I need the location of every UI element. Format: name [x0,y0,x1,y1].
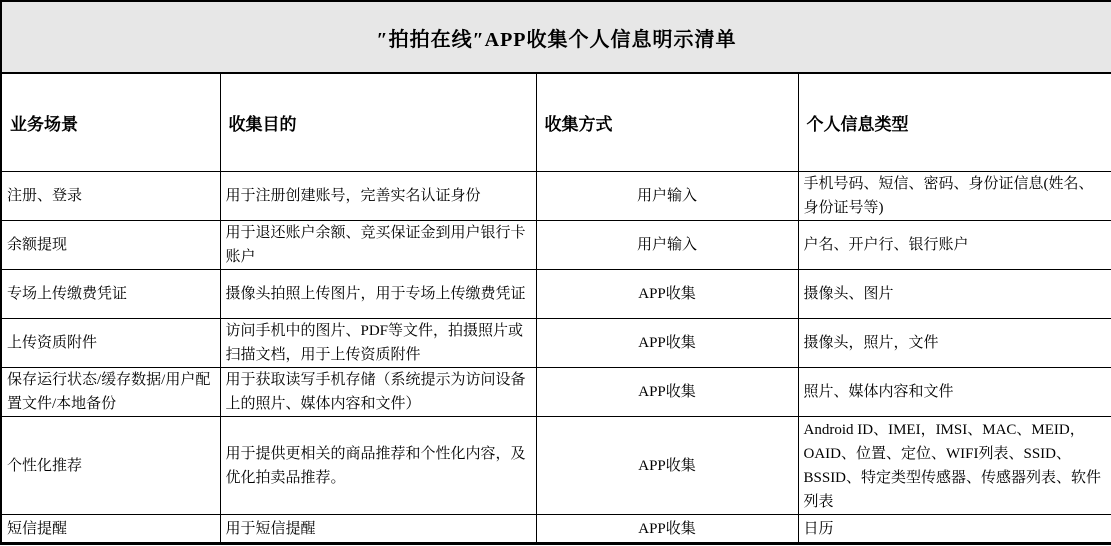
cell-purpose: 用于短信提醒 [220,515,536,544]
cell-purpose: 用于提供更相关的商品推荐和个性化内容，及优化拍卖品推荐。 [220,417,536,515]
table-row-upload-qualification [1,319,1111,368]
cell-types: 摄像头、图片 [798,270,1111,319]
title-row [1,1,1111,73]
cell-scene: 注册、登录 [1,172,220,221]
cell-purpose: 用于获取读写手机存储（系统提示为访问设备上的照片、媒体内容和文件） [220,368,536,417]
table-title: ″拍拍在线″APP收集个人信息明示清单 [1,1,1111,73]
table-row-upload-payment-voucher [1,270,1111,319]
cell-scene: 上传资质附件 [1,319,220,368]
cell-types: 日历 [798,515,1111,544]
cell-scene: 专场上传缴费凭证 [1,270,220,319]
cell-method: APP收集 [536,515,798,544]
cell-types: 摄像头，照片，文件 [798,319,1111,368]
cell-method: APP收集 [536,319,798,368]
column-header-collection-purpose: 收集目的 [220,73,536,172]
cell-method: APP收集 [536,270,798,319]
cell-method: 用户输入 [536,221,798,270]
cell-purpose: 用于注册创建账号，完善实名认证身份 [220,172,536,221]
table-row-register-login [1,172,1111,221]
cell-method: 用户输入 [536,172,798,221]
table-row-sms-reminder [1,515,1111,544]
column-header-business-scene: 业务场景 [1,73,220,172]
cell-scene: 个性化推荐 [1,417,220,515]
column-header-info-type: 个人信息类型 [798,73,1111,172]
cell-types: 照片、媒体内容和文件 [798,368,1111,417]
cell-scene: 余额提现 [1,221,220,270]
cell-scene: 保存运行状态/缓存数据/用户配置文件/本地备份 [1,368,220,417]
cell-purpose: 用于退还账户余额、竞买保证金到用户银行卡账户 [220,221,536,270]
table-row-balance-withdraw [1,221,1111,270]
table-row-personalized-recommendation [1,417,1111,515]
cell-types: Android ID、IMEI，IMSI、MAC、MEID， OAID、位置、定位、WIFI列表、SSID、BSSID、特定类型传感器、传感器列表、软件列表 [798,417,1111,515]
cell-purpose: 访问手机中的图片、PDF等文件，拍摄照片或扫描文档，用于上传资质附件 [220,319,536,368]
cell-purpose: 摄像头拍照上传图片，用于专场上传缴费凭证 [220,270,536,319]
cell-method: APP收集 [536,417,798,515]
cell-scene: 短信提醒 [1,515,220,544]
table-row-save-state-cache [1,368,1111,417]
cell-types: 户名、开户行、银行账户 [798,221,1111,270]
cell-method: APP收集 [536,368,798,417]
header-row [1,73,1111,172]
cell-types: 手机号码、短信、密码、身份证信息(姓名、身份证号等) [798,172,1111,221]
column-header-collection-method: 收集方式 [536,73,798,172]
